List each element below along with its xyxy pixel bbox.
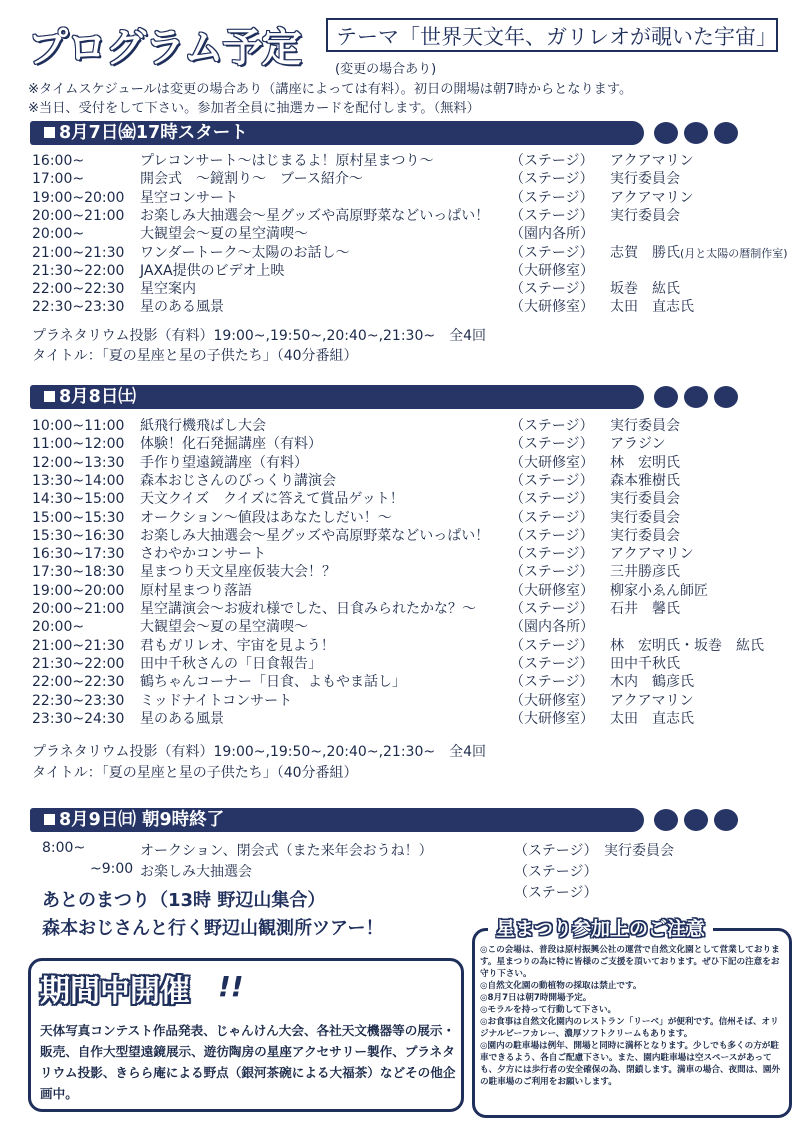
schedule-location: （大研修室） — [510, 710, 594, 727]
day1-planetarium-title: タイトル：「夏の星座と星の子供たち」（40分番組） — [32, 348, 358, 364]
schedule-host: 実行委員会 — [610, 418, 680, 434]
schedule-event: ワンダートーク～太陽のお話し～ — [140, 244, 350, 261]
schedule-time: 17:00~ — [32, 171, 85, 188]
schedule-host: 林 宏明氏 — [610, 454, 680, 471]
schedule-time: 22:00~22:30 — [32, 674, 125, 691]
day3-heading — [30, 808, 644, 832]
schedule-event: 星空案内 — [140, 281, 196, 298]
schedule-time: 13:30~14:00 — [32, 472, 125, 489]
square-bullet-icon — [44, 814, 55, 825]
schedule-time: 15:30~16:30 — [32, 527, 125, 544]
schedule-host: アクアマリン — [610, 546, 694, 563]
schedule-location: （大研修室） — [510, 692, 594, 709]
caution-item: ◎園内の駐車場は例年、開場と同時に満杯となります。少しでも多くの方が駐車できるよう、各自ご配慮下さい。また、園内駐車場は空スペースがあっても、夕方には歩行者の安全確保の為、閉鎖します。満車の場合、夜間は、園外の駐車場のご利用をお願いします。 — [480, 1041, 781, 1087]
schedule-host: 坂巻 紘氏 — [610, 281, 680, 298]
day3-heading-label: 8月9日㈰ 朝9時終了 — [59, 810, 225, 830]
schedule-time: 20:00~21:00 — [32, 601, 125, 617]
day2-planetarium: プラネタリウム投影（有料）19:00~,19:50~,20:40~,21:30~ 全4回 — [32, 744, 487, 760]
schedule-location: （ステージ） — [510, 509, 594, 526]
schedule-note: ※タイムスケジュールは変更の場合あり（講座によっては有料）。初日の開場は朝7時からとなります。 — [28, 82, 633, 97]
schedule-event: 紙飛行機飛ばし大会 — [140, 418, 266, 434]
schedule-location: （ステージ） — [510, 153, 594, 169]
schedule-location: （ステージ） — [510, 527, 594, 544]
caution-list — [480, 944, 786, 1088]
day3-event-lottery: お楽しみ大抽選会 — [140, 864, 252, 880]
schedule-time: 20:00~ — [32, 226, 85, 243]
circle-decoration-icon — [684, 386, 708, 408]
schedule-location: （ステージ） — [510, 436, 594, 453]
schedule-host: 田中千秋氏 — [610, 655, 680, 672]
schedule-host: アクアマリン — [610, 692, 694, 709]
schedule-time: 19:00~20:00 — [32, 582, 125, 599]
schedule-host-affiliation: (月と太陽の暦制作室) — [680, 246, 788, 260]
schedule-time: 12:00~13:30 — [32, 454, 125, 471]
schedule-time: 16:00~ — [32, 153, 85, 169]
day3-event-closing: オークション、閉会式（また来年会おうね！） — [140, 843, 433, 859]
day1-heading-label: 8月7日㈮17時スタート — [59, 123, 248, 143]
day3-time-end: ~9:00 — [90, 861, 134, 877]
schedule-location: （園内各所） — [510, 226, 594, 243]
schedule-location: （ステージ） — [510, 655, 594, 672]
schedule-event: プレコンサート～はじまるよ！原村星まつり～ — [140, 153, 434, 169]
schedule-time: 20:00~ — [32, 619, 85, 636]
schedule-event: 手作り望遠鏡講座（有料） — [140, 454, 308, 471]
schedule-event: 開会式 ～鏡割り～ ブース紹介～ — [140, 171, 363, 188]
schedule-event: 原村星まつり落語 — [140, 582, 252, 599]
schedule-time: 21:00~21:30 — [32, 244, 125, 261]
schedule-event: 星のある風景 — [140, 299, 224, 316]
schedule-host: 実行委員会 — [610, 491, 680, 508]
schedule-event: 大観望会～夏の星空満喫～ — [140, 619, 308, 636]
schedule-location: （園内各所） — [510, 619, 594, 636]
square-bullet-icon — [44, 391, 55, 402]
caution-item: ◎この会場は、普段は原村振興公社の運営で自然文化園として営業しております。星まつりの為に特に皆様のご支援を頂いております。ぜひ下記の注意をお守り下さい。 — [480, 945, 780, 979]
schedule-host: アクアマリン — [610, 189, 694, 206]
schedule-host: 実行委員会 — [610, 207, 680, 224]
schedule-location: （ステージ） — [510, 207, 594, 224]
caution-item: ◎自然文化園の動植物の採取は禁止です。 — [480, 981, 642, 991]
caution-item: ◎モラルを持って行動して下さい。 — [480, 1005, 617, 1015]
caution-title: 星まつり参加上のご注意 — [488, 914, 713, 941]
schedule-event: 君もガリレオ、宇宙を見よう！ — [140, 637, 335, 654]
schedule-event: 星空コンサート — [140, 189, 238, 206]
during-event-title: 期間中開催 — [40, 974, 190, 1009]
circle-decoration-icon — [654, 386, 678, 408]
circle-decoration-icon — [714, 122, 738, 144]
schedule-event: 星まつり天文星座仮装大会！？ — [140, 564, 336, 581]
schedule-event: ミッドナイトコンサート — [140, 692, 293, 709]
day3-location: （ステージ） — [514, 864, 598, 880]
schedule-time: 20:00~21:00 — [32, 207, 125, 224]
square-bullet-icon — [44, 127, 55, 138]
exclamation-mark: !! — [218, 970, 244, 1003]
schedule-event: お楽しみ大抽選会～星グッズや高原野菜などいっぱい！ — [140, 207, 490, 224]
observatory-tour-heading: 森本おじさんと行く野辺山観測所ツアー！ — [42, 918, 384, 939]
schedule-host: アクアマリン — [610, 153, 694, 169]
schedule-event: 天文クイズ クイズに答えて賞品ゲット！ — [140, 491, 404, 508]
schedule-time: 23:30~24:30 — [32, 710, 125, 727]
schedule-event: さわやかコンサート — [140, 546, 266, 563]
schedule-event: 大観望会～夏の星空満喫～ — [140, 226, 308, 243]
schedule-time: 21:30~22:00 — [32, 262, 125, 279]
circle-decoration-icon — [684, 809, 708, 831]
schedule-location: （ステージ） — [510, 171, 594, 188]
schedule-host: 森本雅樹氏 — [610, 472, 680, 489]
schedule-location: （ステージ） — [510, 281, 594, 298]
schedule-host: 林 宏明氏・坂巻 紘氏 — [610, 637, 764, 654]
schedule-location: （大研修室） — [510, 454, 594, 471]
circle-decoration-icon — [654, 122, 678, 144]
schedule-location: （ステージ） — [510, 189, 594, 206]
schedule-location: （ステージ） — [510, 546, 594, 563]
day3-location: （ステージ） — [514, 843, 598, 859]
schedule-location: （ステージ） — [510, 418, 594, 434]
schedule-host: 実行委員会 — [610, 171, 680, 188]
reception-note: ※当日、受付をして下さい。参加者全員に抽選カードを配付します。（無料） — [28, 101, 480, 116]
schedule-host: 実行委員会 — [610, 509, 680, 526]
schedule-event: 鶴ちゃんコーナー「日食、よもやま話し」 — [140, 674, 406, 691]
caution-item: ◎8月7日は朝7時開場予定。 — [480, 993, 592, 1003]
schedule-time: 17:30~18:30 — [32, 564, 125, 581]
schedule-location: （大研修室） — [510, 262, 594, 279]
circle-decoration-icon — [714, 386, 738, 408]
schedule-time: 10:00~11:00 — [32, 418, 125, 434]
schedule-event: 星のある風景 — [140, 710, 224, 727]
schedule-host: 柳家小ゑん師匠 — [610, 582, 708, 599]
day3-host: 実行委員会 — [604, 843, 674, 859]
schedule-location: （ステージ） — [510, 637, 594, 654]
schedule-host: アラジン — [610, 436, 666, 453]
day1-heading — [30, 121, 644, 145]
schedule-time: 21:00~21:30 — [32, 637, 125, 654]
schedule-time: 14:30~15:00 — [32, 491, 125, 508]
schedule-location: （ステージ） — [510, 491, 594, 508]
schedule-host: 木内 鶴彦氏 — [610, 674, 694, 691]
day1-planetarium: プラネタリウム投影（有料）19:00~,19:50~,20:40~,21:30~ 全4回 — [32, 328, 487, 344]
during-event-text: 天体写真コンテスト作品発表、じゃんけん大会、各社天文機器等の展示・販売、自作大型望遠鏡展示、遊彷陶房の星座アクセサリー製作、プラネタリウム投影、きらら庵による野点（銀河茶碗による大福茶）などその他企画中。 — [40, 1023, 456, 1101]
schedule-location: （ステージ） — [510, 674, 594, 691]
schedule-location: （ステージ） — [510, 564, 594, 581]
change-note: (変更の場合あり) — [335, 62, 437, 77]
schedule-time: 15:00~15:30 — [32, 509, 125, 526]
day3-location: （ステージ） — [514, 885, 598, 901]
schedule-location: （ステージ） — [510, 601, 594, 617]
day2-planetarium-title: タイトル：「夏の星座と星の子供たち」（40分番組） — [32, 765, 358, 781]
day2-heading — [30, 385, 644, 409]
schedule-time: 22:30~23:30 — [32, 692, 125, 709]
schedule-location: （大研修室） — [510, 299, 594, 316]
schedule-location: （ステージ） — [510, 472, 594, 489]
schedule-host: 実行委員会 — [610, 527, 680, 544]
schedule-event: 田中千秋さんの「日食報告」 — [140, 655, 322, 672]
schedule-host: 三井勝彦氏 — [610, 564, 680, 581]
schedule-event: JAXA提供のビデオ上映 — [140, 262, 285, 279]
day3-time-start: 8:00~ — [42, 840, 86, 856]
schedule-event: 星空講演会～お疲れ様でした、日食みられたかな？～ — [140, 601, 476, 617]
caution-item: ◎お食事は自然文化園内のレストラン「リーベ」が便利です。信州そば、オリジナルビーフカレー、濃厚ソフトクリームもあります。 — [480, 1017, 779, 1039]
page-title: プログラム予定 — [28, 25, 301, 71]
after-festival-heading: あとのまつり（13時 野辺山集合） — [42, 890, 326, 911]
schedule-host: 太田 直志氏 — [610, 299, 694, 316]
circle-decoration-icon — [684, 122, 708, 144]
schedule-time: 19:00~20:00 — [32, 189, 125, 206]
schedule-host: 太田 直志氏 — [610, 710, 694, 727]
schedule-time: 22:00~22:30 — [32, 281, 125, 298]
schedule-host: 志賀 勝氏(月と太陽の暦制作室) — [610, 244, 788, 261]
schedule-event: 体験！化石発掘講座（有料） — [140, 436, 322, 453]
schedule-event: お楽しみ大抽選会～星グッズや高原野菜などいっぱい！ — [140, 527, 490, 544]
schedule-time: 11:00~12:00 — [32, 436, 125, 453]
schedule-location: （大研修室） — [510, 582, 594, 599]
schedule-event: 森本おじさんのびっくり講演会 — [140, 472, 336, 489]
schedule-location: （ステージ） — [510, 244, 594, 261]
circle-decoration-icon — [654, 809, 678, 831]
day2-heading-label: 8月8日㈯ — [59, 387, 136, 407]
schedule-time: 16:30~17:30 — [32, 546, 125, 563]
theme-box: テーマ「世界天文年、ガリレオが覗いた宇宙」 — [326, 18, 778, 52]
circle-decoration-icon — [714, 809, 738, 831]
schedule-time: 22:30~23:30 — [32, 299, 125, 316]
schedule-time: 21:30~22:00 — [32, 655, 125, 672]
schedule-host: 石井 馨氏 — [610, 601, 680, 617]
schedule-event: オークション～値段はあなたしだい！～ — [140, 509, 392, 526]
